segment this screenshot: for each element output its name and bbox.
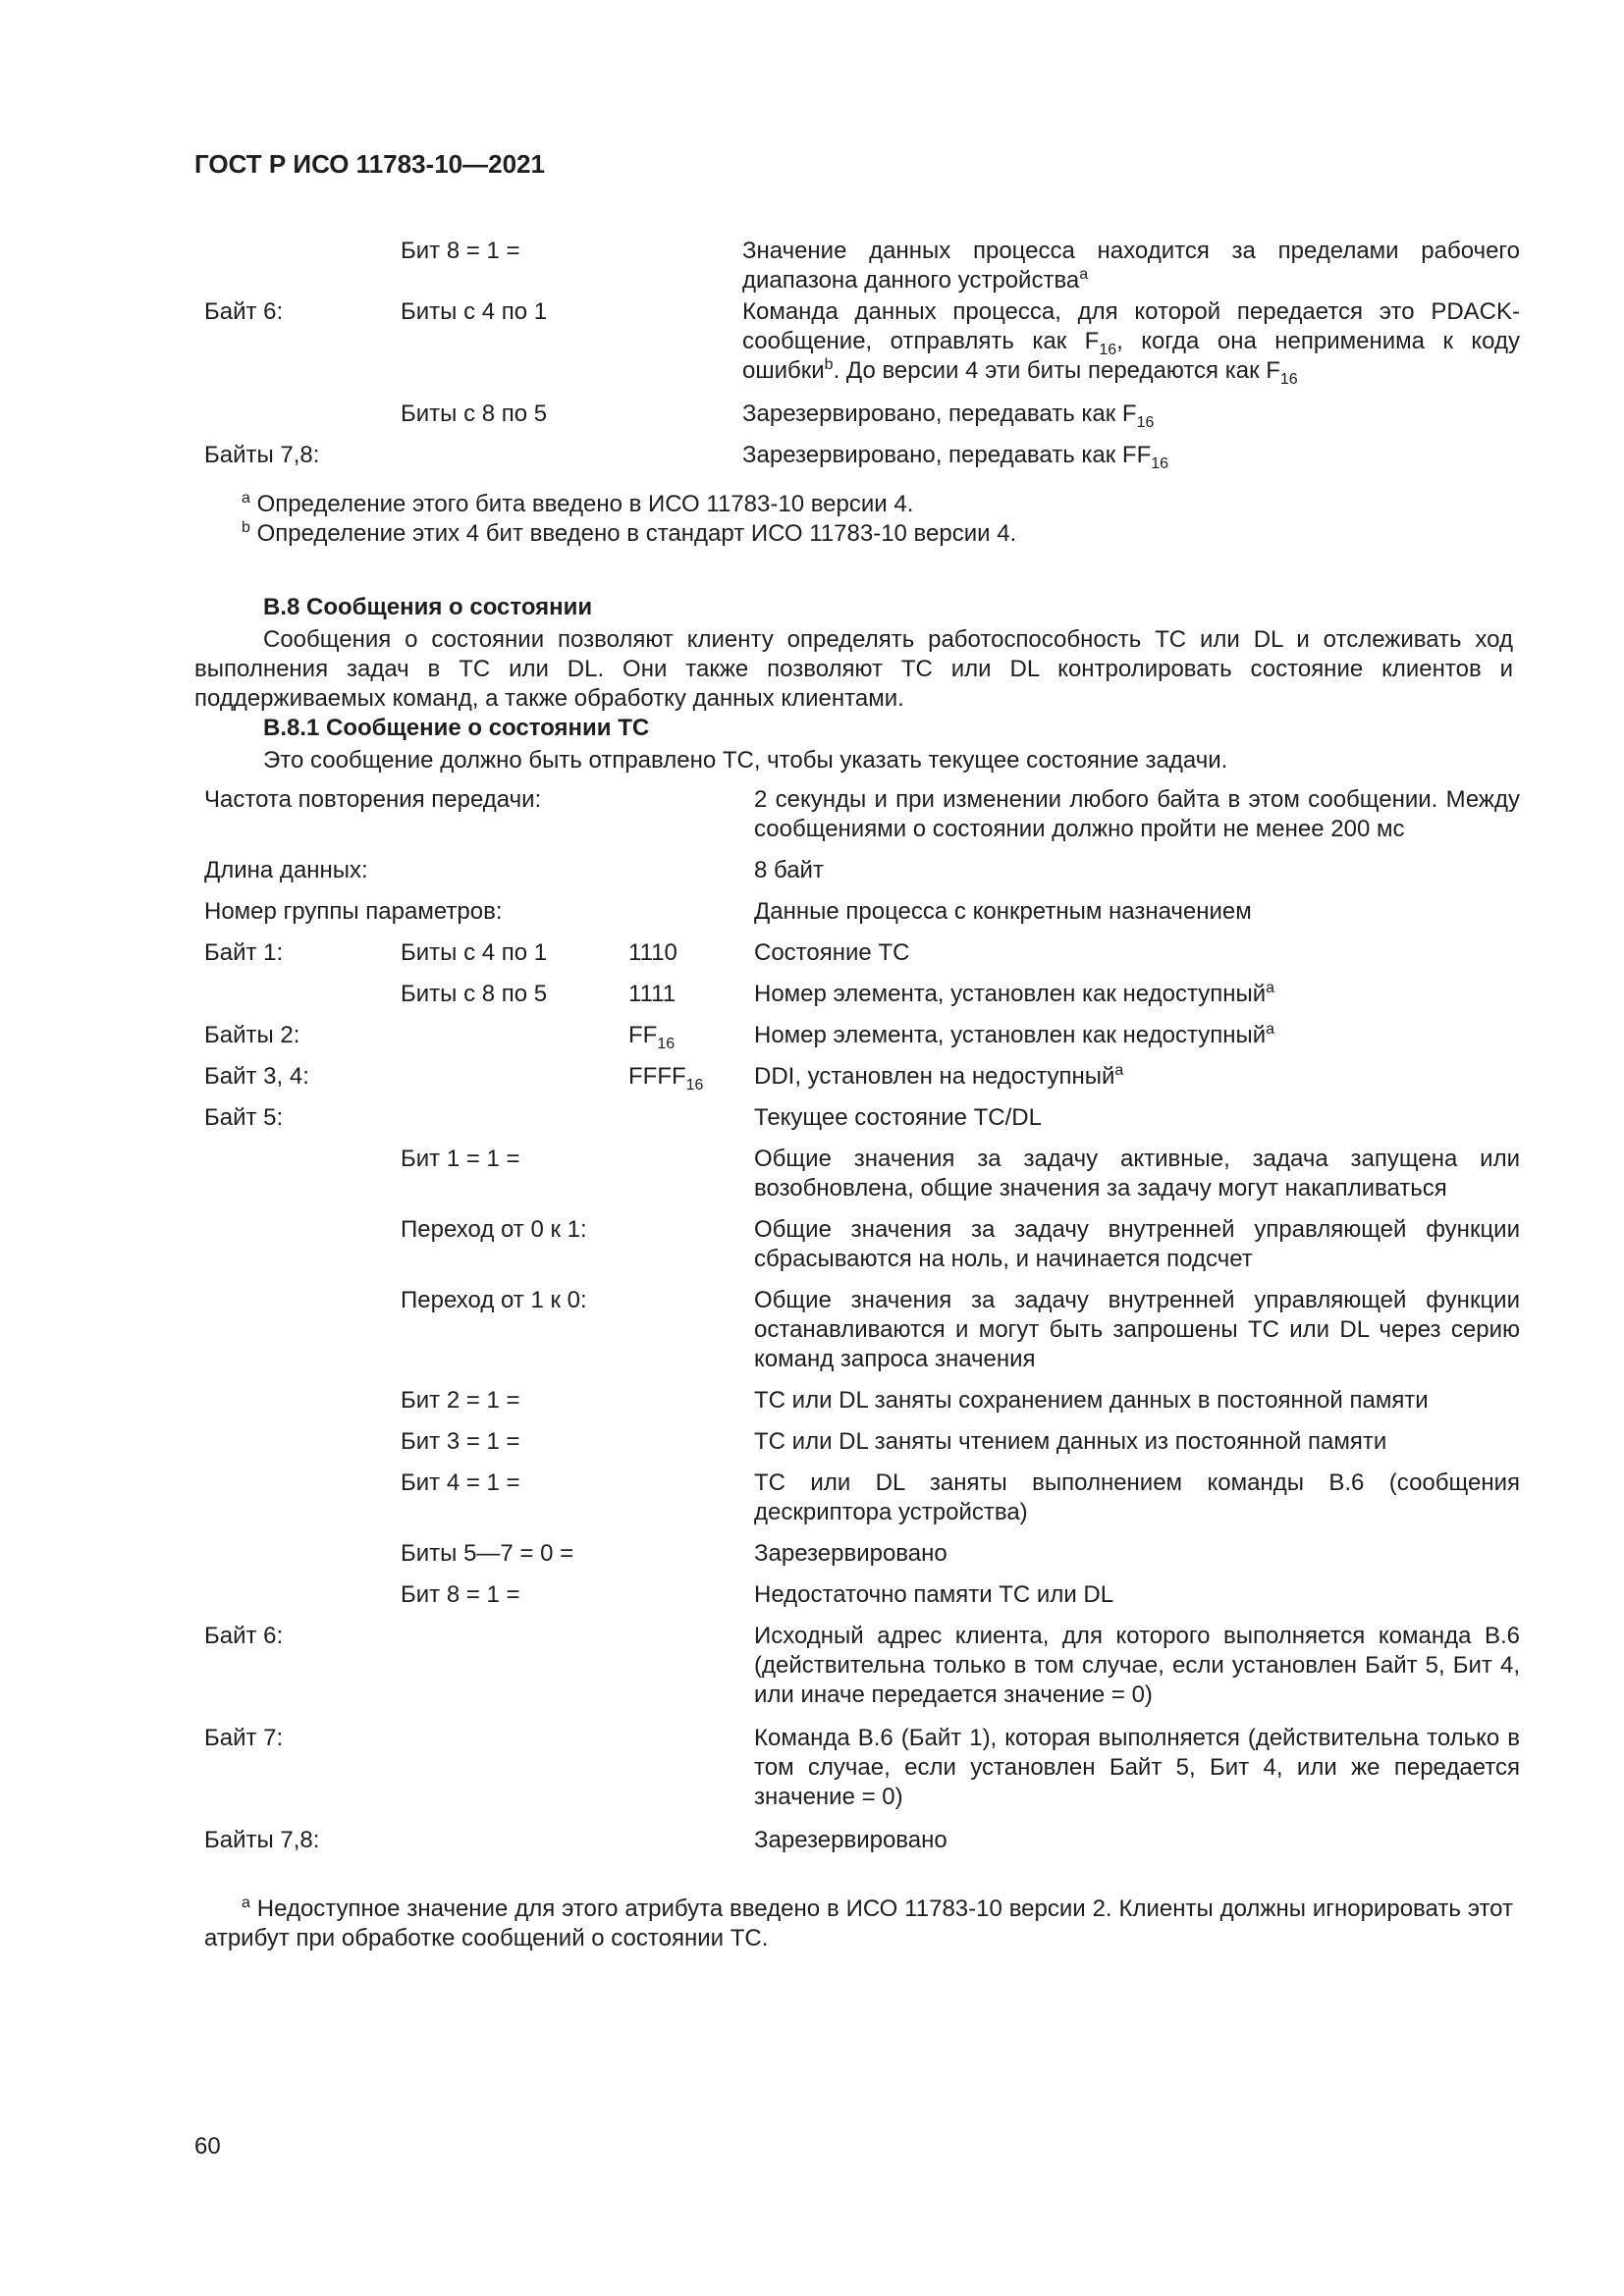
row-description: Зарезервировано: [754, 1540, 947, 1567]
status-message-table: [204, 785, 1520, 1867]
row-bits: Бит 8 = 1 =: [401, 1581, 520, 1608]
page-header: ГОСТ Р ИСО 11783-10—2021: [194, 149, 545, 179]
row-description: Исходный адрес клиента, для которого выполняется команда B.6 (действительна только в том случае, если установлен Байт 5, Бит 4, или иначе передается значение = 0): [754, 1623, 1520, 1708]
table-row: [204, 1580, 1520, 1622]
row-bits: Биты 5—7 = 0 =: [401, 1540, 574, 1567]
table-row: [204, 1215, 1520, 1286]
row-description: Текущее состояние TC/DL: [754, 1104, 1042, 1131]
subsection-title: B.8.1 Сообщение о состоянии TC: [263, 715, 650, 741]
row-label: Байт 6:: [204, 1623, 284, 1649]
row-description: Зарезервировано, передавать как $FF_{16}$: [742, 442, 1169, 472]
table-row: [204, 1062, 1520, 1103]
row-description: Данные процесса с конкретным назначением: [754, 898, 1252, 925]
row-bits: Бит 2 = 1 =: [401, 1387, 520, 1414]
row-label: Байты 7,8:: [204, 1827, 320, 1853]
row-label: Длина данных:: [204, 857, 368, 883]
table-row: [204, 785, 1520, 856]
row-description: DDI, установлен на недоступный$^a$: [754, 1062, 1124, 1090]
row-description: Состояние TC: [754, 939, 910, 966]
row-label: Байты 7,8:: [204, 442, 320, 468]
footnote: $^a$ Определение этого бита введено в ИСО 11783-10 версии 4.: [242, 490, 914, 517]
table-row: [204, 938, 1520, 980]
table-row: [204, 1539, 1520, 1580]
row-bits: Бит 3 = 1 =: [401, 1428, 520, 1455]
row-bits: Переход от 0 к 1:: [401, 1216, 587, 1243]
row-bits: Биты с 8 по 5: [401, 981, 548, 1007]
row-description: 2 секунды и при изменении любого байта в этом сообщении. Между сообщениями о состоянии должно пройти не менее 200 мс: [754, 786, 1520, 842]
table-row: [204, 400, 1520, 441]
table-row: [204, 1622, 1520, 1724]
row-description: Недостаточно памяти TC или DL: [754, 1581, 1114, 1608]
row-value: 1110: [628, 939, 677, 966]
row-value: $FFFF_{16}$: [628, 1063, 704, 1094]
row-bits: Биты с 8 по 5: [401, 400, 548, 427]
table-row: [204, 237, 1520, 297]
row-bits: Бит 8 = 1 =: [401, 238, 520, 264]
table-row: [204, 1145, 1520, 1215]
row-description: Зарезервировано: [754, 1827, 947, 1853]
row-description: Общие значения за задачу внутренней управляющей функции останавливаются и могут быть запрошены TC или DL через серию команд запроса значения: [754, 1287, 1520, 1372]
row-description: Общие значения за задачу активные, задача запущена или возобновлена, общие значения за задачу могут накапливаться: [754, 1146, 1520, 1201]
table-row: [204, 1724, 1520, 1826]
row-description: Значение данных процесса находится за пределами рабочего диапазона данного устройства$^a$: [742, 238, 1520, 294]
row-label: Байт 3, 4:: [204, 1063, 309, 1090]
table-row: [204, 856, 1520, 897]
table-row: [204, 1103, 1520, 1145]
row-description: TC или DL заняты выполнением команды B.6 (сообщения дескриптора устройства): [754, 1469, 1520, 1525]
row-label: Частота повторения передачи:: [204, 786, 542, 813]
row-value: 1111: [628, 981, 677, 1007]
row-bits: Переход от 1 к 0:: [401, 1287, 587, 1313]
row-label: Байт 5:: [204, 1104, 284, 1131]
row-description: TC или DL заняты сохранением данных в постоянной памяти: [754, 1387, 1429, 1414]
table-row: [204, 1021, 1520, 1062]
footnote: $^b$ Определение этих 4 бит введено в стандарт ИСО 11783-10 версии 4.: [242, 519, 1017, 547]
table-row: [204, 1286, 1520, 1386]
table-row: [204, 297, 1520, 400]
row-bits: Бит 1 = 1 =: [401, 1146, 520, 1172]
table-row: [204, 1386, 1520, 1427]
row-value: $FF_{16}$: [628, 1022, 676, 1052]
row-description: Номер элемента, установлен как недоступный$^a$: [754, 1021, 1275, 1048]
section-paragraph: Сообщения о состоянии позволяют клиенту определять работоспособность TC или DL и отслеживать ход выполнения задач в TC или DL. Они также позволяют TC или DL контролировать состояние клиентов и поддерживаемых команд, а также обработку данных клиентами.: [194, 626, 1513, 712]
bottom-footnote: $^a$ Недоступное значение для этого атрибута введено в ИСО 11783-10 версии 2. Клиенты должны игнорировать этот атрибут при обработке сообщений о состоянии TC.: [204, 1895, 1513, 1951]
top-footnotes: [242, 490, 1016, 549]
row-bits: Бит 4 = 1 =: [401, 1469, 520, 1496]
table-row: [204, 980, 1520, 1021]
subsection-text: Это сообщение должно быть отправлено TC, чтобы указать текущее состояние задачи.: [263, 747, 1228, 774]
row-label: Байты 2:: [204, 1022, 300, 1048]
row-description: TC или DL заняты чтением данных из постоянной памяти: [754, 1428, 1387, 1455]
page-number: 60: [194, 2133, 221, 2160]
table-row: [204, 897, 1520, 938]
row-label: Байт 7:: [204, 1725, 284, 1751]
row-bits: Биты с 4 по 1: [401, 298, 548, 325]
table-row: [204, 1468, 1520, 1539]
top-table: [204, 237, 1520, 482]
row-label: Байт 6:: [204, 298, 284, 325]
row-description: 8 байт: [754, 857, 824, 883]
row-label: Номер группы параметров:: [204, 898, 503, 925]
row-bits: Биты с 4 по 1: [401, 939, 548, 966]
row-label: Байт 1:: [204, 939, 284, 966]
row-description: Команда B.6 (Байт 1), которая выполняется (действительна только в том случае, если установлен Байт 5, Бит 4, или же передается значение = 0): [754, 1725, 1520, 1810]
row-description: Зарезервировано, передавать как $F_{16}$: [742, 400, 1155, 431]
table-row: [204, 441, 1520, 482]
row-description: Общие значения за задачу внутренней управляющей функции сбрасываются на ноль, и начинается подсчет: [754, 1216, 1520, 1272]
row-description: Номер элемента, установлен как недоступный$^a$: [754, 980, 1275, 1007]
section-title: B.8 Сообщения о состоянии: [263, 594, 593, 620]
table-row: [204, 1427, 1520, 1468]
row-description: Команда данных процесса, для которой передается это PDACK-сообщение, отправлять как $F_{16}$, когда она неприменима к коду ошибки$^b$. До версии 4 эти биты передаются как $F_{16}$: [742, 298, 1520, 388]
table-row: [204, 1826, 1520, 1867]
